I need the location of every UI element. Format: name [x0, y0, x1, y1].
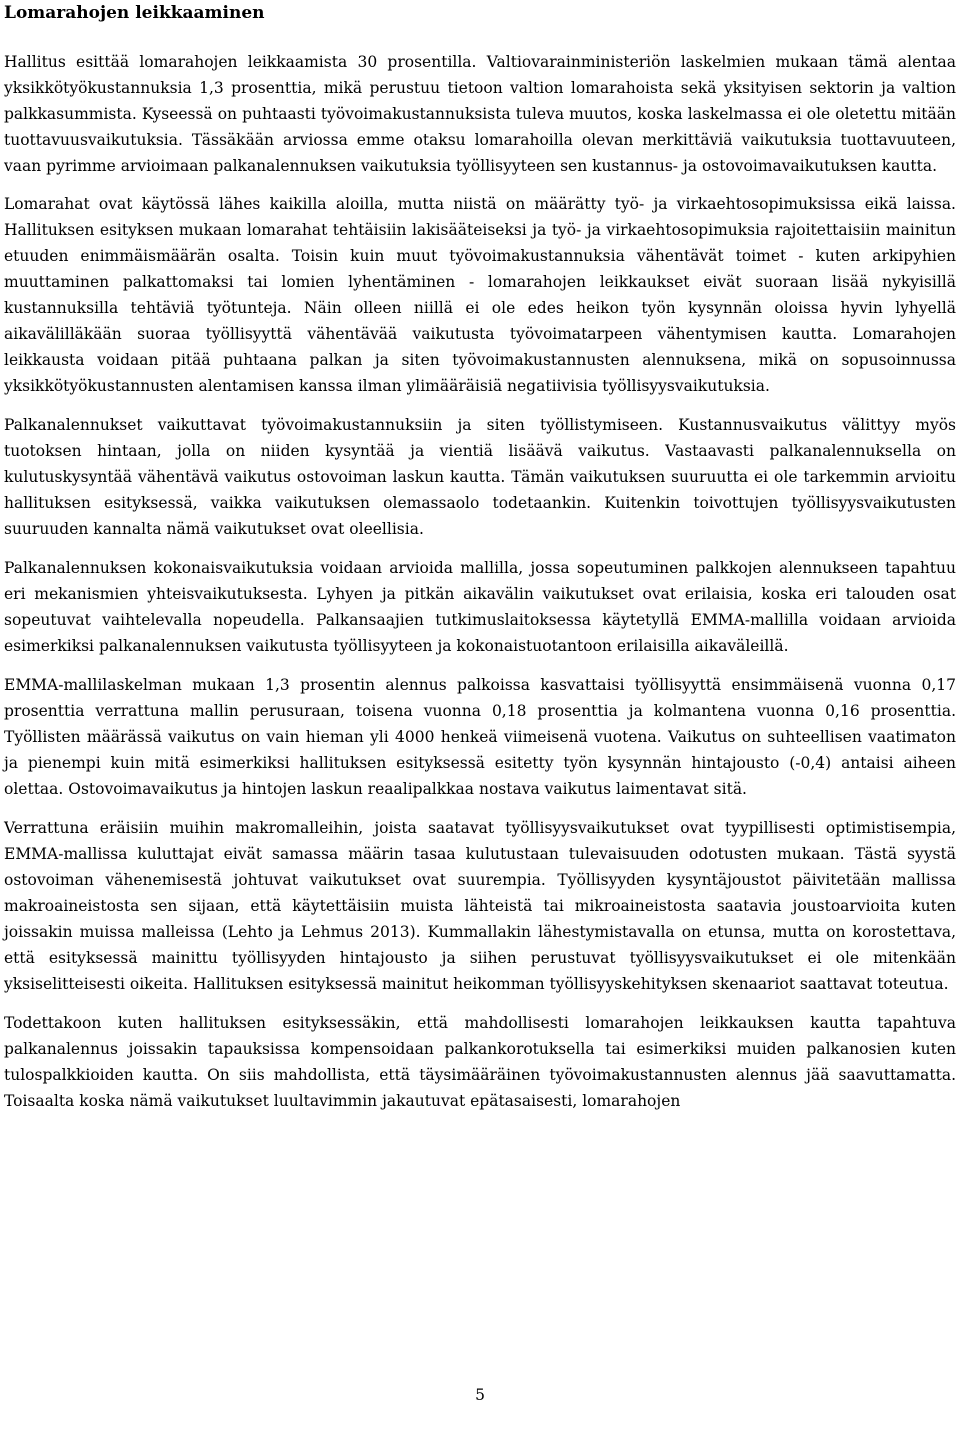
paragraph-1: Hallitus esittää lomarahojen leikkaamista 30 prosentilla. Valtiovarainministeriön laskelmien mukaan tämä alentaa yksikkötyökustannuksia 1,3 prosenttia, mikä perustuu tietoon valtion lomarahoista sekä yksityisen sektorin ja valtion palkkasummista. Kyseessä on puhtaasti työvoimakustannuksista tuleva muutos, koska laskelmassa ei ole oletettu mitään tuottavuusvaikutuksia. Tässäkään arviossa emme otaksu lomarahoilla olevan merkittäviä vaikutuksia tuottavuuteen, vaan pyrimme arvioimaan palkanalennuksen vaikutuksia työllisyyteen sen kustannus- ja ostovoimavaikutuksen kautta. [4, 53, 956, 175]
paragraph-2: Lomarahat ovat käytössä lähes kaikilla aloilla, mutta niistä on määrätty työ- ja virkaehtosopimuksissa eikä laissa. Hallituksen esityksen mukaan lomarahat tehtäisiin lakisääteiseksi ja työ- ja virkaehtosopimuksia rajoitettaisiin mainitun etuuden enimmäismäärän osalta. Toisin kuin muut työvoimakustannuksia vähentävät toimet - kuten arkipyhien muuttaminen palkattomaksi tai lomien lyhentäminen - lomarahojen leikkaukset eivät suoraan lisää nykyisillä kustannuksilla tehtäviä työtunteja. Näin olleen niillä ei ole edes heikon työn kysynnän oloissa hyvin lyhyellä aikavälilläkään suoraa työllisyyttä vähentävää vaikutusta työvoimatarpeen vähentymisen kautta. Lomarahojen leikkausta voidaan pitää puhtaana palkan ja siten työvoimakustannusten alennuksena, mikä on sopusoinnussa yksikkötyökustannusten alentamisen kanssa ilman ylimääräisiä negatiivisia työllisyysvaikutuksia. [4, 195, 956, 395]
paragraph-7: Todettakoon kuten hallituksen esityksessäkin, että mahdollisesti lomarahojen leikkauksen kautta tapahtuva palkanalennus joissakin tapauksissa kompensoidaan palkankorotuksella tai esimerkiksi muiden palkanosien kuten tulospalkkioiden kautta. On siis mahdollista, että täysimääräinen työvoimakustannusten alennus jää saavuttamatta. Toisaalta koska nämä vaikutukset luultavimmin jakautuvat epätasaisesti, lomarahojen [4, 1014, 956, 1110]
section-heading: Lomarahojen leikkaaminen [4, 3, 265, 23]
paragraph-6: Verrattuna eräisiin muihin makromalleihin, joista saatavat työllisyysvaikutukset ovat tyypillisesti optimistisempia, EMMA-mallissa kuluttajat eivät samassa määrin tasaa kulutustaan tulevaisuuden odotusten mukaan. Tästä syystä ostovoiman vähenemisestä johtuvat vaikutukset ovat suurempia. Työllisyyden kysyntäjoustot päivitetään mallissa makroaineistosta sen sijaan, että käytettäisiin muista lähteistä tai mikroaineistosta saatavia joustoarvioita kuten joissakin muissa malleissa (Lehto ja Lehmus 2013). Kummallakin lähestymistavalla on etunsa, mutta on korostettava, että esityksessä mainittu työllisyyden hintajousto ja siihen perustuvat työllisyysvaikutukset ei ole mitenkään yksiselitteisesti oikeita. Hallituksen esityksessä mainitut heikomman työllisyyskehityksen skenaariot saattavat toteutua. [4, 819, 956, 993]
document-page [4, 0, 956, 1127]
paragraph-5: EMMA-mallilaskelman mukaan 1,3 prosentin alennus palkoissa kasvattaisi työllisyyttä ensimmäisenä vuonna 0,17 prosenttia verrattuna mallin perusuraan, toisena vuonna 0,18 prosenttia ja kolmantena vuonna 0,16 prosenttia. Työllisten määrässä vaikutus on vain hieman yli 4000 henkeä viimeisenä vuotena. Vaikutus on suhteellisen vaatimaton ja pienempi kuin mitä esimerkiksi hallituksen esityksessä esitetty työn kysynnän hintajousto (-0,4) antaisi aiheen olettaa. Ostovoimavaikutus ja hintojen laskun reaalipalkkaa nostava vaikutus laimentavat sitä. [4, 676, 956, 798]
paragraph-3: Palkanalennukset vaikuttavat työvoimakustannuksiin ja siten työllistymiseen. Kustannusvaikutus välittyy myös tuotoksen hintaan, jolla on niiden kysyntää ja vientiä lisäävä vaikutus. Vastaavasti palkanalennuksella on kulutuskysyntää vähentävä vaikutus ostovoiman laskun kautta. Tämän vaikutuksen suuruutta ei ole tarkemmin arvioitu hallituksen esityksessä, vaikka vaikutuksen olemassaolo todetaankin. Kuitenkin toivottujen työllisyysvaikutusten suuruuden kannalta nämä vaikutukset ovat oleellisia. [4, 416, 956, 538]
page-number: 5 [475, 1386, 485, 1404]
paragraph-4: Palkanalennuksen kokonaisvaikutuksia voidaan arvioida mallilla, jossa sopeutuminen palkkojen alennukseen tapahtuu eri mekanismien yhteisvaikutuksesta. Lyhyen ja pitkän aikavälin vaikutukset ovat erilaisia, koska eri talouden osat sopeutuvat vaihtelevalla nopeudella. Palkansaajien tutkimuslaitoksessa käytetyllä EMMA-mallilla voidaan arvioida esimerkiksi palkanalennuksen vaikutusta työllisyyteen ja kokonaistuotantoon erilaisilla aikaväleillä. [4, 559, 956, 655]
